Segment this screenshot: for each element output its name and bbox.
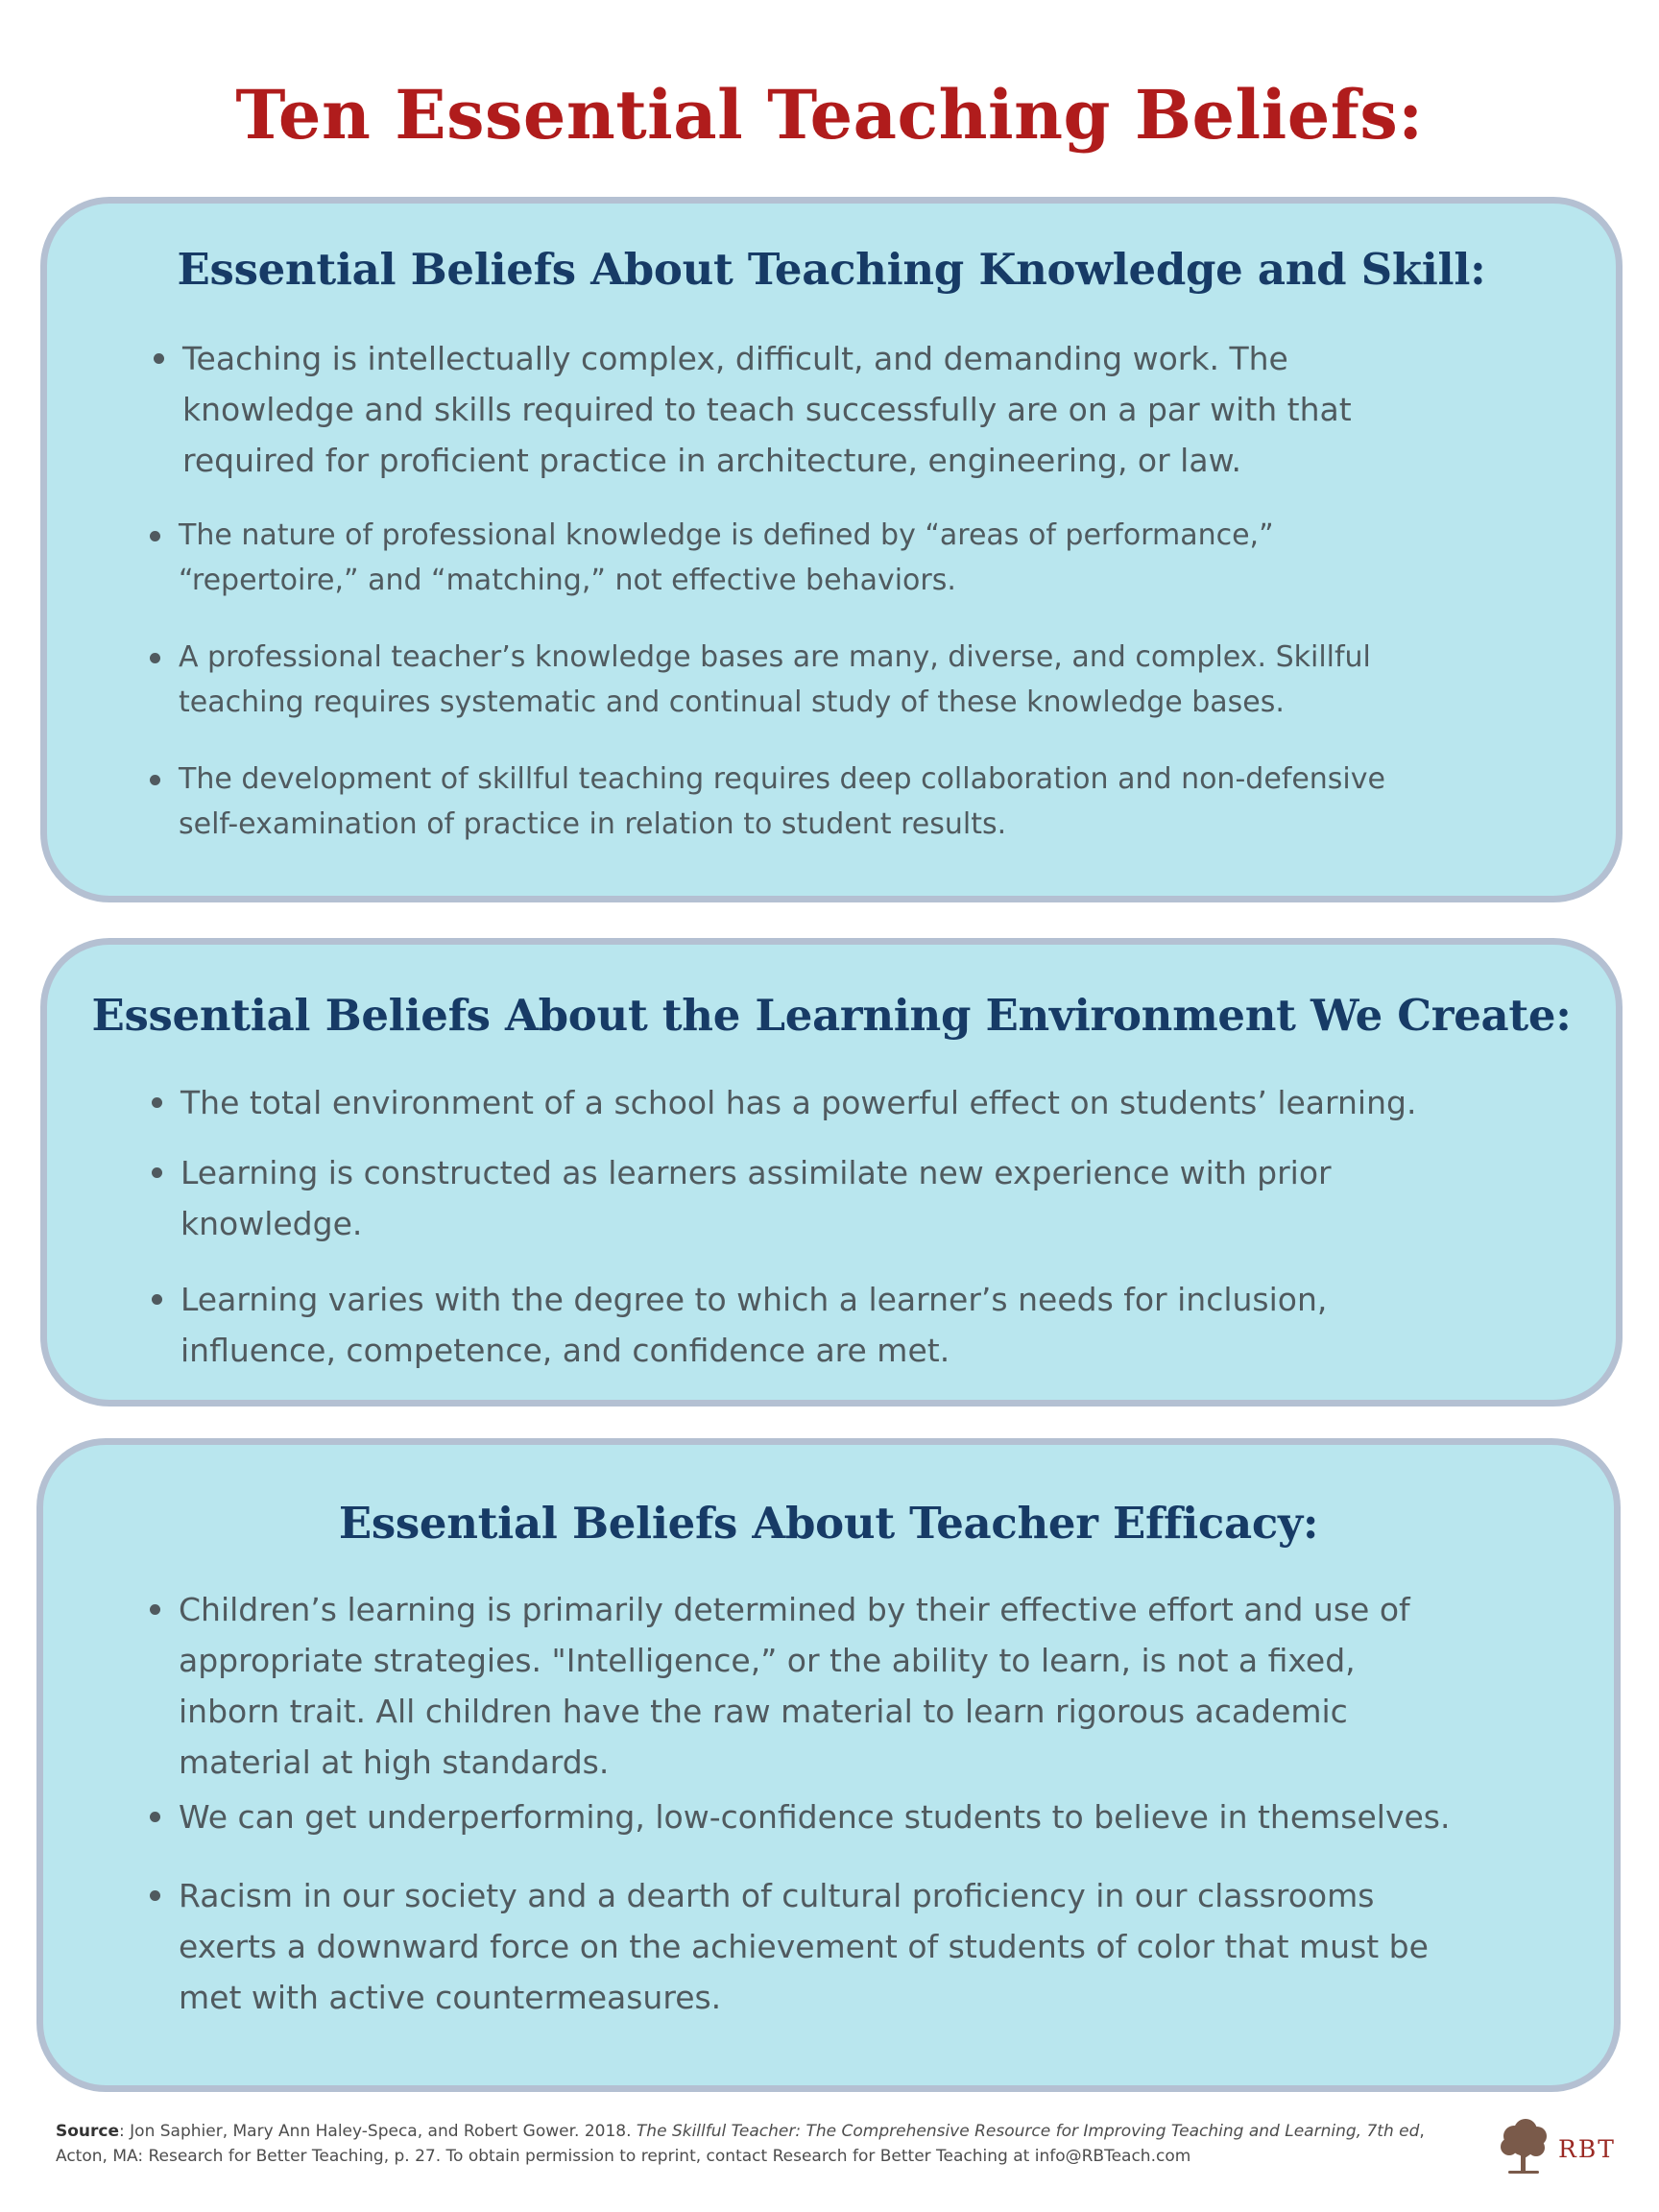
- list-item: The nature of professional knowledge is defined by “areas of performance,” “repertoire,” and “matching,” not effective behaviors.: [179, 513, 1274, 603]
- list-item: Learning varies with the degree to which a learner’s needs for inclusion, influence, competence, and confidence are met.: [180, 1274, 1327, 1376]
- bullet-icon: [150, 775, 160, 785]
- list-item: We can get underperforming, low-confidence students to believe in themselves.: [179, 1791, 1450, 1842]
- bullet-icon: [152, 1097, 162, 1108]
- book-title: The Skillful Teacher: The Comprehensive Resource for Improving Teaching and Learning, 7th ed: [636, 2122, 1420, 2141]
- list-item: A professional teacher’s knowledge bases are many, diverse, and complex. Skillful teaching requires systematic and continual study of these knowledge bases.: [179, 635, 1371, 725]
- bullet-icon: [150, 1890, 160, 1901]
- section-heading: Essential Beliefs About Teaching Knowledge and Skill:: [177, 244, 1486, 295]
- section-panel-efficacy: [36, 1438, 1621, 2092]
- section-heading: Essential Beliefs About the Learning Environment We Create:: [91, 990, 1572, 1041]
- bullet-icon: [152, 1167, 162, 1178]
- bullet-icon: [152, 1294, 162, 1305]
- page-title: Ten Essential Teaching Beliefs:: [235, 75, 1424, 155]
- list-item: The development of skillful teaching requires deep collaboration and non-defensive self-examination of practice in relation to student results.: [179, 757, 1385, 847]
- list-item: Children’s learning is primarily determined by their effective effort and use of appropriate strategies. "Intelligence,” or the ability to learn, is not a fixed, inborn trait. All children have the raw material to learn rigorous academic material at high standards.: [179, 1584, 1410, 1788]
- bullet-icon: [150, 531, 160, 541]
- list-item: The total environment of a school has a powerful effect on students’ learning.: [180, 1077, 1416, 1128]
- source-citation: Source: Jon Saphier, Mary Ann Haley-Speca, and Robert Gower. 2018. The Skillful Teacher: The Comprehensive Resource for Improving Teaching and Learning, 7th ed, Acton, MA: Research for Better Teaching, p. 27. To obtain permission to reprint, contact Research for Better Teaching at info@RBTeach.com: [56, 2122, 1425, 2166]
- list-item: Learning is constructed as learners assimilate new experience with prior knowledge.: [180, 1147, 1332, 1249]
- list-item: Racism in our society and a dearth of cultural proficiency in our classrooms exerts a downward force on the achievement of students of color that must be met with active countermeasures.: [179, 1870, 1429, 2023]
- logo-text: RBT: [1558, 2135, 1616, 2163]
- list-item: Teaching is intellectually complex, difficult, and demanding work. The knowledge and skills required to teach successfully are on a par with that required for proficient practice in architecture, engineering, or law.: [182, 333, 1352, 486]
- source-label: Source: [56, 2122, 120, 2141]
- section-panel-knowledge: [40, 197, 1623, 902]
- section-panel-environment: [40, 938, 1623, 1407]
- bullet-icon: [150, 1812, 160, 1822]
- bullet-icon: [150, 1604, 160, 1615]
- section-heading: Essential Beliefs About Teacher Efficacy:: [338, 1498, 1319, 1549]
- bullet-icon: [150, 653, 160, 663]
- bullet-icon: [154, 353, 164, 364]
